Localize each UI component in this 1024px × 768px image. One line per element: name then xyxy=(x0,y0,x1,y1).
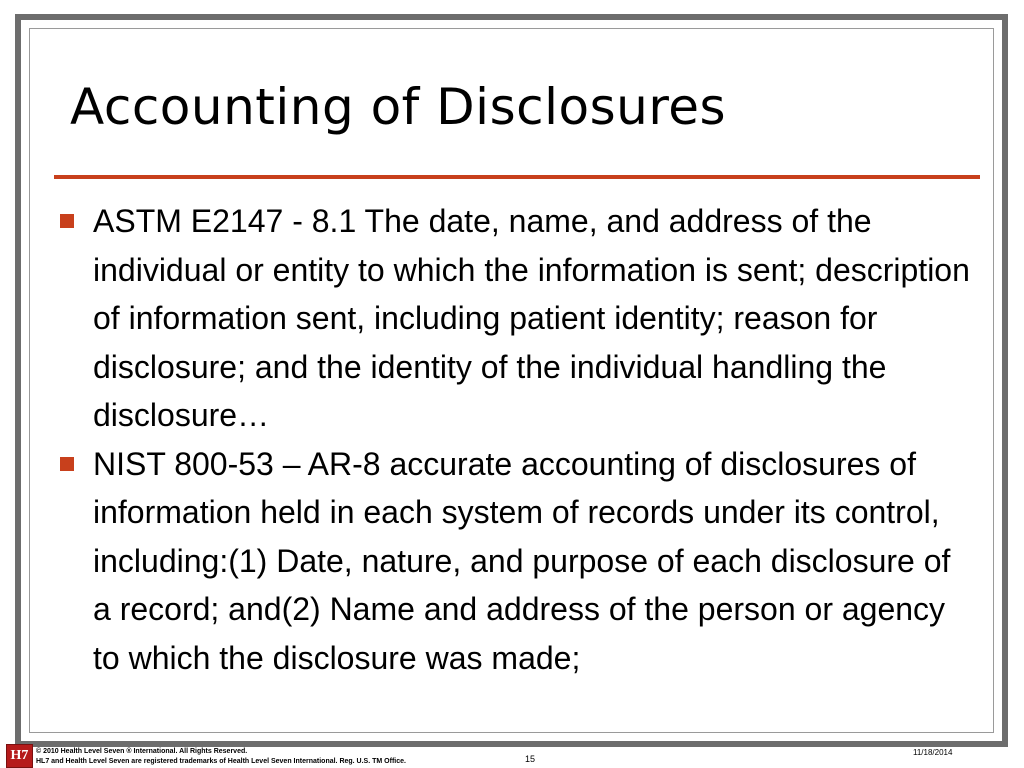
bullet-text: NIST 800-53 – AR-8 accurate accounting of disclosures of information held in each system of records under its control, including:(1) Date, nature, and purpose of each disclosure of a record; and(2) Name and address of the person or agency to which the disclosure was made; xyxy=(93,445,951,676)
copyright-line-1: © 2010 Health Level Seven ® International. All Rights Reserved. xyxy=(36,748,248,755)
square-bullet-icon xyxy=(60,214,74,228)
footer-date: 11/18/2014 xyxy=(913,748,953,757)
bullet-item xyxy=(60,197,975,440)
copyright-line-2: HL7 and Health Level Seven are registered trademarks of Health Level Seven International. Reg. U.S. TM Office. xyxy=(36,758,406,765)
hl7-logo: H7 xyxy=(6,744,33,768)
page-number: 15 xyxy=(525,754,536,764)
bullet-item xyxy=(60,440,975,683)
square-bullet-icon xyxy=(60,457,74,471)
footer-copyright xyxy=(36,747,406,767)
bullet-text: ASTM E2147 - 8.1 The date, name, and address of the individual or entity to which the information is sent; description of information sent, including patient identity; reason for disclosure; and the identity of the individual handling the disclosure… xyxy=(93,203,970,433)
bullet-list xyxy=(60,197,975,682)
title-divider xyxy=(54,175,980,179)
slide-title: Accounting of Disclosures xyxy=(70,78,727,136)
